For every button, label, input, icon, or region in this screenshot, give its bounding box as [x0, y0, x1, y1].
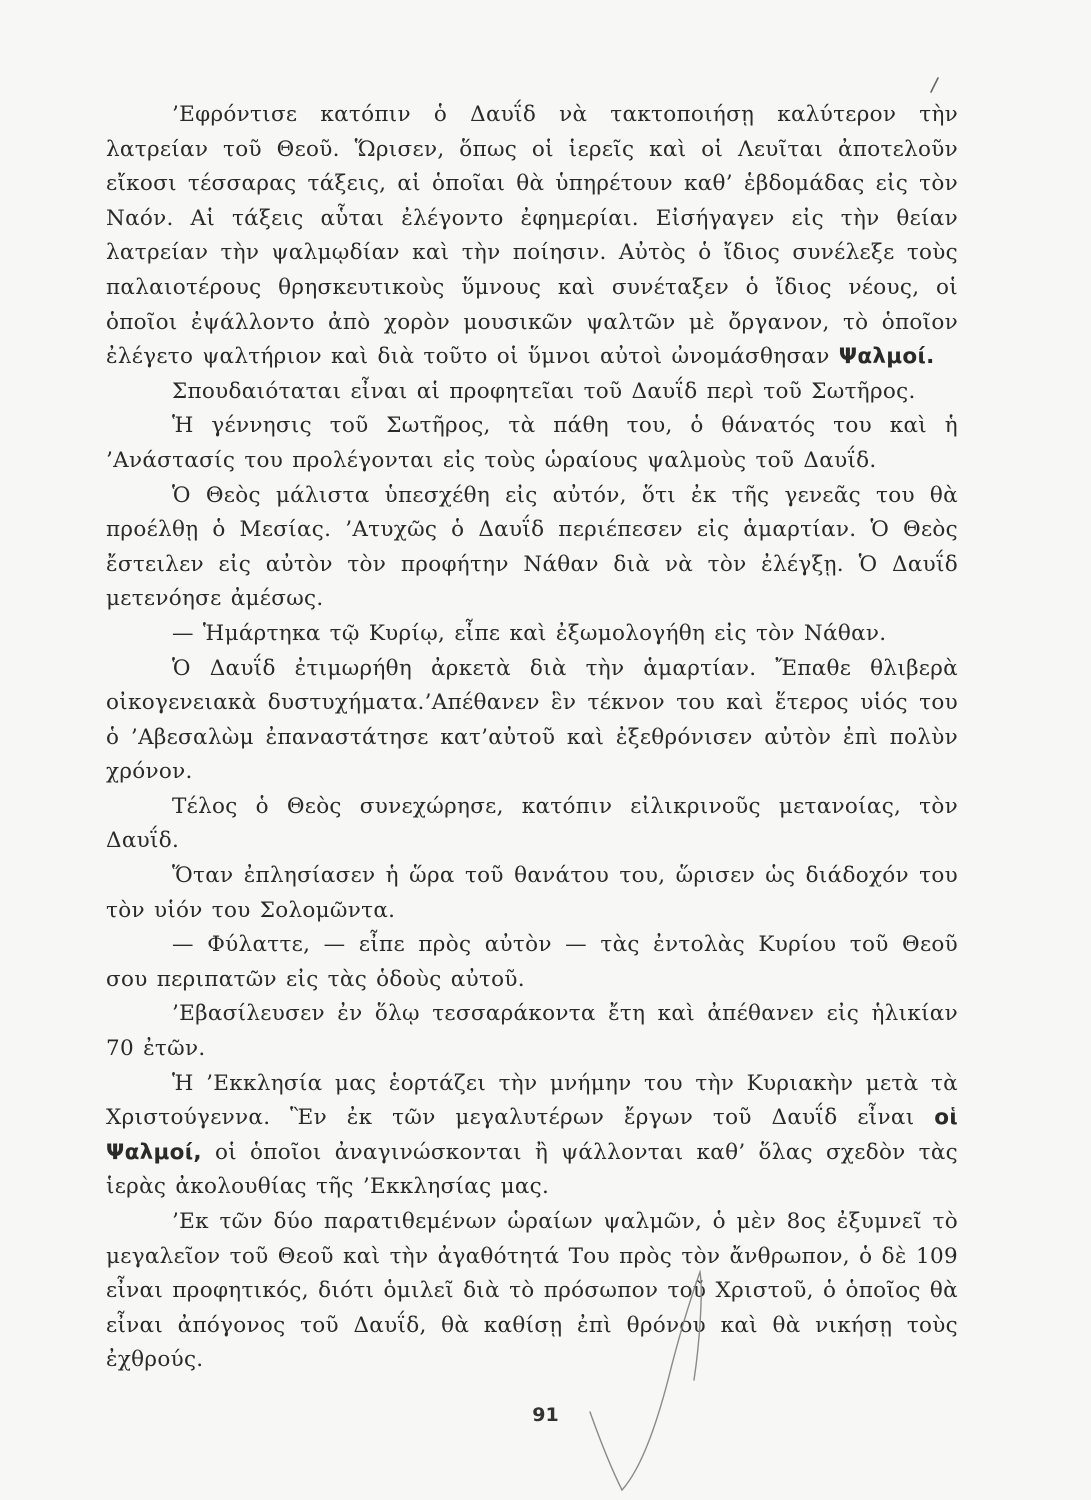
paragraph-9: [106, 928, 958, 997]
paragraph-4: [106, 479, 958, 617]
paragraph-1: [106, 98, 958, 375]
paragraph-4-text: Ὁ Θεὸς μάλιστα ὑπεσχέθη εἰς αὐτόν, ὅτι ἐκ τῆς γενεᾶς του θὰ προέλθῃ ὁ Μεσίας. ’Ατυχῶς ὁ Δαυΐδ περιέπεσεν εἰς ἁμαρτίαν. Ὁ Θεὸς ἔστειλεν εἰς αὐτὸν τὸν προφήτην Νάθαν διὰ νὰ τὸν ἐλέγξῃ. Ὁ Δαυΐδ μετενόησε ἀμέσως.: [106, 482, 958, 612]
page-body: [106, 98, 958, 1378]
paragraph-12: [106, 1205, 958, 1378]
paragraph-12-text: ’Εκ τῶν δύο παρατιθεμένων ὡραίων ψαλμῶν, ὁ μὲν 8ος ἐξυμνεῖ τὸ μεγαλεῖον τοῦ Θεοῦ καὶ τὴν ἀγαθότητά Του πρὸς τὸν ἄνθρωπον, ὁ δὲ 109 εἶναι προφητικός, διότι ὁμιλεῖ διὰ τὸ πρόσωπον τοῦ Χριστοῦ, ὁ ὁποῖος θὰ εἶναι ἀπόγονος τοῦ Δαυΐδ, θὰ καθίσῃ ἐπὶ θρόνου καὶ θὰ νικήσῃ τοὺς ἐχθρούς.: [106, 1209, 958, 1373]
paragraph-2-text: Σπουδαιόταται εἶναι αἱ προφητεῖαι τοῦ Δαυΐδ περὶ τοῦ Σωτῆρος.: [172, 378, 916, 404]
paragraph-5-text: — Ἡμάρτηκα τῷ Κυρίῳ, εἶπε καὶ ἐξωμολογήθη εἰς τὸν Νάθαν.: [172, 620, 887, 646]
corner-tick-stroke: [931, 78, 938, 92]
paragraph-6: [106, 652, 958, 790]
paragraph-2: [106, 375, 958, 410]
paragraph-1-text: ’Εφρόντισε κατόπιν ὁ Δαυΐδ νὰ τακτοποιήσῃ καλύτερον τὴν λατρείαν τοῦ Θεοῦ. Ὥρισεν, ὅπως οἱ ἱερεῖς καὶ οἱ Λευῖται ἀποτελοῦν εἴκοσι τέσσαρας τάξεις, αἱ ὁποῖαι θὰ ὑπηρέτουν καθ’ ἑβδομάδας εἰς τὸν Ναόν. Αἱ τάξεις αὗται ἐλέγοντο ἐφημερίαι. Εἰσήγαγεν εἰς τὴν θείαν λατρείαν τὴν ψαλμῳδίαν καὶ τὴν ποίησιν. Αὐτὸς ὁ ἴδιος συνέλεξε τοὺς παλαιοτέρους θρησκευτικοὺς ὕμνους καὶ συνέταξεν ὁ ἴδιος νέους, οἱ ὁποῖοι ἐψάλλοντο ἀπὸ χορὸν μουσικῶν ψαλτῶν μὲ ὄργανον, τὸ ὁποῖον ἐλέγετο ψαλτήριον καὶ διὰ τοῦτο οἱ ὕμνοι αὐτοὶ ὠνομάσθησαν: [106, 102, 958, 370]
paragraph-11-text-a: Ἡ ’Εκκλησία μας ἑορτάζει τὴν μνήμην του τὴν Κυριακὴν μετὰ τὰ Χριστούγεννα. Ἓν ἐκ τῶν μεγαλυτέρων ἔργων τοῦ Δαυΐδ εἶναι: [106, 1070, 958, 1131]
paragraph-5: [106, 617, 958, 652]
paragraph-8-text: Ὅταν ἐπλησίασεν ἡ ὥρα τοῦ θανάτου του, ὥρισεν ὡς διάδοχόν του τὸν υἱόν του Σολομῶντα.: [106, 863, 958, 923]
paragraph-8: [106, 859, 958, 928]
paragraph-1-bold-psalms: Ψαλμοί.: [838, 344, 935, 370]
paragraph-3: [106, 409, 958, 478]
paragraph-11-bold-psalms: οἱ Ψαλμοί,: [106, 1105, 958, 1165]
paragraph-9-text: — Φύλαττε, — εἶπε πρὸς αὐτὸν — τὰς ἐντολὰς Κυρίου τοῦ Θεοῦ σου περιπατῶν εἰς τὰς ὁδοὺς αὐτοῦ.: [106, 932, 958, 992]
paragraph-6-text: Ὁ Δαυΐδ ἐτιμωρήθη ἀρκετὰ διὰ τὴν ἁμαρτίαν. Ἔπαθε θλιβερὰ οἰκογενειακὰ δυστυχήματα.’Απέθανεν ἓν τέκνον του καὶ ἕτερος υἱός του ὁ ’Αβεσαλὼμ ἐπαναστάτησε κατ’αὐτοῦ καὶ ἐξεθρόνισεν αὐτὸν ἐπὶ πολὺν χρόνον.: [106, 655, 958, 785]
paragraph-7-text: Τέλος ὁ Θεὸς συνεχώρησε, κατόπιν εἰλικρινοῦς μετανοίας, τὸν Δαυΐδ.: [106, 793, 958, 854]
paragraph-11: [106, 1067, 958, 1205]
paragraph-10: [106, 997, 958, 1066]
paragraph-3-text: Ἡ γέννησις τοῦ Σωτῆρος, τὰ πάθη του, ὁ θάνατός του καὶ ἡ ’Ανάστασίς του προλέγονται εἰς τοὺς ὡραίους ψαλμοὺς τοῦ Δαυΐδ.: [106, 413, 958, 473]
paragraph-10-text: ’Εβασίλευσεν ἐν ὅλῳ τεσσαράκοντα ἔτη καὶ ἀπέθανεν εἰς ἡλικίαν 70 ἐτῶν.: [106, 1001, 958, 1062]
paragraph-7: [106, 790, 958, 859]
page-number: 91: [532, 1404, 559, 1426]
paragraph-11-text-b: οἱ ὁποῖοι ἀναγινώσκονται ἢ ψάλλονται καθ’ ὅλας σχεδὸν τὰς ἱερὰς ἀκολουθίας τῆς ’Εκκλησίας μας.: [106, 1139, 958, 1200]
